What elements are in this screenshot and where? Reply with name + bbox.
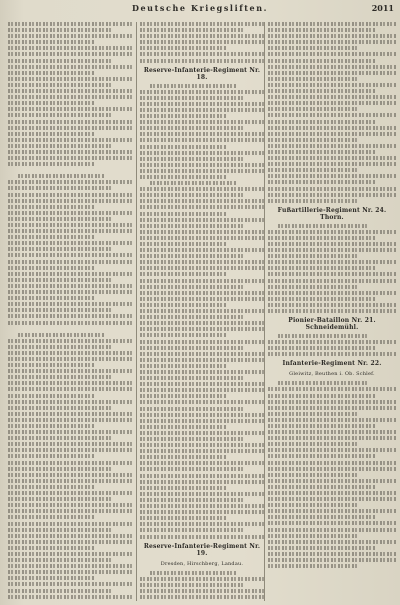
text-line — [8, 564, 132, 568]
text-line — [8, 235, 95, 239]
text-line — [8, 522, 132, 526]
text-line — [8, 229, 132, 233]
text-line — [140, 583, 244, 587]
text-line — [268, 340, 396, 344]
text-line — [8, 546, 95, 550]
text-line — [268, 65, 396, 69]
text-line — [8, 40, 95, 44]
text-line — [8, 418, 132, 422]
text-line — [8, 528, 112, 532]
text-line — [140, 461, 264, 465]
text-line — [268, 162, 396, 166]
text-line — [268, 540, 396, 544]
text-line — [8, 28, 112, 32]
text-line — [140, 175, 227, 179]
text-line — [140, 145, 227, 149]
text-line — [268, 534, 358, 538]
text-line — [8, 381, 132, 385]
text-line — [8, 442, 132, 446]
text-line — [268, 199, 358, 203]
text-line — [8, 321, 132, 325]
text-line — [8, 132, 95, 136]
text-line — [8, 363, 95, 367]
text-line — [140, 352, 264, 356]
text-line — [8, 278, 112, 282]
text-line — [140, 297, 264, 301]
text-line — [140, 285, 244, 289]
text-line — [140, 157, 244, 161]
text-line — [140, 248, 264, 252]
section-subheading: Gleiwitz, Beuthen i. Ob. Schlef. — [289, 371, 375, 378]
text-line — [140, 516, 227, 520]
text-line — [268, 174, 396, 178]
text-line — [8, 540, 132, 544]
text-line — [140, 108, 264, 112]
text-line — [8, 162, 95, 166]
text-line — [268, 418, 396, 422]
text-line — [8, 193, 132, 197]
text-line — [268, 113, 396, 117]
text-line — [140, 34, 264, 38]
text-line — [140, 504, 264, 508]
text-line — [8, 595, 132, 599]
text-line — [8, 120, 132, 124]
text-line — [140, 205, 264, 209]
text-line — [140, 254, 244, 258]
text-line — [8, 369, 132, 373]
text-line — [140, 291, 264, 295]
section-heading: Pionier-Bataillon Nr. 21. Schneidemühl. — [288, 317, 376, 332]
text-line — [140, 535, 264, 539]
text-line — [140, 169, 264, 173]
text-line — [8, 308, 112, 312]
text-line — [140, 327, 264, 331]
text-line — [268, 95, 396, 99]
text-line — [140, 492, 264, 496]
text-line — [140, 138, 264, 142]
text-line — [140, 340, 264, 344]
text-line — [140, 96, 244, 100]
text-line — [140, 480, 264, 484]
text-line — [268, 180, 376, 184]
text-line — [8, 430, 132, 434]
text-line — [268, 107, 358, 111]
text-line — [150, 84, 237, 88]
text-line — [140, 595, 264, 599]
page-number: 2011 — [371, 3, 394, 13]
text-line — [268, 467, 396, 471]
text-line — [8, 515, 95, 519]
text-line — [140, 528, 244, 532]
text-line — [268, 485, 376, 489]
text-line — [18, 174, 105, 178]
text-line — [8, 302, 132, 306]
text-line — [8, 211, 132, 215]
text-line — [268, 34, 396, 38]
text-line — [268, 71, 396, 75]
text-line — [268, 126, 396, 130]
text-line — [140, 126, 244, 130]
text-line — [8, 113, 112, 117]
text-line — [268, 346, 376, 350]
text-line — [268, 473, 358, 477]
text-line — [268, 564, 358, 568]
right-column — [264, 22, 396, 601]
text-line — [278, 381, 368, 385]
text-line — [8, 83, 112, 87]
text-line — [140, 437, 244, 441]
text-line — [140, 394, 227, 398]
text-line — [268, 424, 376, 428]
text-line — [268, 279, 396, 283]
text-line — [140, 577, 264, 581]
text-line — [268, 187, 396, 191]
text-line — [8, 576, 95, 580]
text-line — [8, 217, 112, 221]
text-line — [268, 448, 396, 452]
text-line — [140, 22, 264, 26]
text-line — [8, 461, 132, 465]
text-line — [140, 413, 264, 417]
text-line — [8, 314, 132, 318]
text-line — [268, 132, 396, 136]
text-line — [140, 193, 244, 197]
text-line — [268, 138, 358, 142]
text-line — [8, 454, 95, 458]
text-line — [268, 101, 396, 105]
text-line — [268, 309, 396, 313]
section-subheading: Dresden, Hirschberg, Landau. — [160, 560, 244, 567]
text-line — [140, 388, 264, 392]
text-line — [268, 46, 358, 50]
text-line — [268, 150, 376, 154]
text-line — [268, 521, 396, 525]
text-line — [140, 224, 244, 228]
text-line — [8, 582, 132, 586]
text-line — [140, 260, 264, 264]
text-line — [268, 503, 358, 507]
text-line — [8, 260, 132, 264]
text-line — [268, 260, 396, 264]
text-line — [8, 412, 132, 416]
text-line — [8, 138, 132, 142]
text-line — [8, 180, 132, 184]
text-line — [268, 406, 396, 410]
text-line — [8, 34, 132, 38]
text-line — [140, 59, 264, 63]
text-line — [140, 212, 227, 216]
text-line — [268, 193, 396, 197]
text-line — [8, 223, 132, 227]
text-line — [140, 28, 244, 32]
text-line — [268, 479, 396, 483]
text-line — [140, 272, 227, 276]
text-line — [140, 315, 244, 319]
text-line — [8, 485, 95, 489]
text-line — [8, 558, 112, 562]
text-line — [8, 357, 132, 361]
text-line — [8, 400, 132, 404]
text-line — [268, 546, 376, 550]
text-line — [140, 449, 264, 453]
middle-column — [136, 22, 264, 601]
text-line — [8, 473, 132, 477]
text-line — [8, 406, 112, 410]
text-line — [8, 290, 132, 294]
text-line — [140, 120, 264, 124]
text-line — [268, 394, 376, 398]
text-line — [8, 589, 112, 593]
text-line — [140, 510, 264, 514]
text-line — [8, 503, 132, 507]
text-line — [8, 144, 112, 148]
text-line — [8, 22, 132, 26]
text-line — [150, 571, 237, 575]
text-line — [8, 46, 132, 50]
section-heading: Infanterie-Regiment Nr. 22. — [282, 360, 382, 368]
text-line — [8, 296, 95, 300]
text-line — [268, 515, 376, 519]
text-line — [268, 52, 396, 56]
text-line — [8, 424, 95, 428]
text-line — [8, 497, 112, 501]
text-line — [140, 52, 264, 56]
text-line — [140, 443, 264, 447]
text-line — [140, 303, 227, 307]
left-column — [8, 22, 132, 601]
text-line — [268, 436, 396, 440]
text-line — [268, 40, 396, 44]
text-line — [140, 309, 264, 313]
text-line — [268, 297, 376, 301]
text-line — [268, 83, 396, 87]
text-line — [140, 242, 227, 246]
text-line — [268, 230, 396, 234]
text-line — [140, 522, 264, 526]
text-line — [268, 22, 396, 26]
text-line — [8, 570, 132, 574]
text-line — [8, 199, 132, 203]
text-line — [268, 552, 396, 556]
text-line — [268, 236, 376, 240]
text-line — [8, 107, 132, 111]
text-line — [268, 168, 358, 172]
running-title: Deutsche Kriegsliften. — [131, 3, 269, 13]
text-line — [8, 253, 132, 257]
text-line — [268, 430, 396, 434]
text-line — [8, 387, 132, 391]
text-line — [8, 266, 95, 270]
text-line — [140, 425, 227, 429]
text-line — [8, 150, 132, 154]
text-line — [8, 272, 132, 276]
text-line — [8, 52, 132, 56]
text-line — [140, 431, 264, 435]
text-line — [278, 224, 368, 228]
text-line — [268, 89, 376, 93]
text-line — [140, 346, 244, 350]
text-line — [140, 151, 264, 155]
section-heading: Reserve-Infanterie-Regiment Nr. 18. — [143, 66, 261, 81]
text-line — [8, 534, 132, 538]
text-line — [8, 375, 112, 379]
text-line — [140, 419, 264, 423]
text-line — [140, 102, 264, 106]
text-line — [8, 156, 132, 160]
text-line — [8, 65, 132, 69]
text-line — [268, 144, 396, 148]
text-line — [8, 205, 95, 209]
text-line — [140, 589, 264, 593]
text-line — [140, 236, 264, 240]
text-line — [8, 241, 132, 245]
text-line — [278, 334, 368, 338]
text-line — [8, 186, 112, 190]
text-line — [8, 448, 132, 452]
section-heading: Fußartillerie-Regiment Nr. 24. Thorn. — [277, 206, 387, 221]
text-line — [268, 291, 396, 295]
text-line — [8, 59, 112, 63]
text-line — [140, 333, 227, 337]
text-line — [8, 479, 132, 483]
text-line — [8, 95, 132, 99]
text-line — [8, 351, 132, 355]
text-line — [140, 376, 244, 380]
page-header — [0, 0, 400, 18]
text-line — [140, 400, 264, 404]
text-line — [268, 528, 396, 532]
text-line — [140, 358, 264, 362]
text-line — [8, 552, 132, 556]
text-line — [140, 163, 264, 167]
text-line — [268, 248, 396, 252]
text-line — [140, 455, 227, 459]
text-line — [8, 101, 95, 105]
text-line — [268, 400, 396, 404]
text-line — [140, 114, 227, 118]
text-line — [140, 498, 244, 502]
text-line — [150, 181, 237, 185]
text-line — [268, 254, 358, 258]
text-line — [268, 59, 376, 63]
text-line — [268, 509, 396, 513]
text-line — [8, 71, 95, 75]
text-line — [8, 491, 132, 495]
text-line — [140, 40, 264, 44]
text-line — [268, 266, 376, 270]
text-line — [140, 407, 244, 411]
text-line — [268, 497, 396, 501]
text-line — [140, 467, 244, 471]
text-line — [8, 89, 132, 93]
text-line — [140, 187, 264, 191]
section-heading: Reserve-Infanterie-Regiment Nr. 19. — [143, 542, 261, 557]
text-line — [140, 199, 264, 203]
text-line — [268, 272, 396, 276]
text-line — [268, 442, 358, 446]
text-line — [268, 461, 396, 465]
text-line — [268, 77, 358, 81]
text-line — [8, 339, 132, 343]
text-line — [140, 279, 264, 283]
text-line — [140, 230, 264, 234]
text-line — [140, 382, 264, 386]
text-line — [140, 474, 264, 478]
text-line — [268, 28, 376, 32]
text-line — [140, 266, 264, 270]
text-line — [140, 370, 264, 374]
text-line — [8, 247, 112, 251]
text-line — [140, 486, 227, 490]
text-line — [268, 412, 358, 416]
text-line — [18, 333, 105, 337]
text-line — [268, 242, 396, 246]
text-line — [8, 126, 132, 130]
text-line — [268, 120, 376, 124]
text-line — [268, 352, 396, 356]
text-line — [140, 46, 227, 50]
text-line — [8, 509, 132, 513]
text-line — [8, 77, 132, 81]
text-line — [268, 285, 358, 289]
text-line — [140, 132, 264, 136]
text-line — [268, 454, 376, 458]
text-line — [268, 156, 396, 160]
text-line — [8, 345, 112, 349]
text-line — [140, 321, 264, 325]
text-line — [268, 303, 396, 307]
text-line — [268, 491, 396, 495]
text-line — [268, 558, 396, 562]
text-line — [8, 436, 112, 440]
text-line — [140, 90, 264, 94]
text-line — [8, 394, 95, 398]
text-line — [8, 284, 132, 288]
text-line — [140, 218, 264, 222]
text-line — [140, 364, 227, 368]
text-line — [8, 467, 112, 471]
text-line — [268, 387, 396, 391]
